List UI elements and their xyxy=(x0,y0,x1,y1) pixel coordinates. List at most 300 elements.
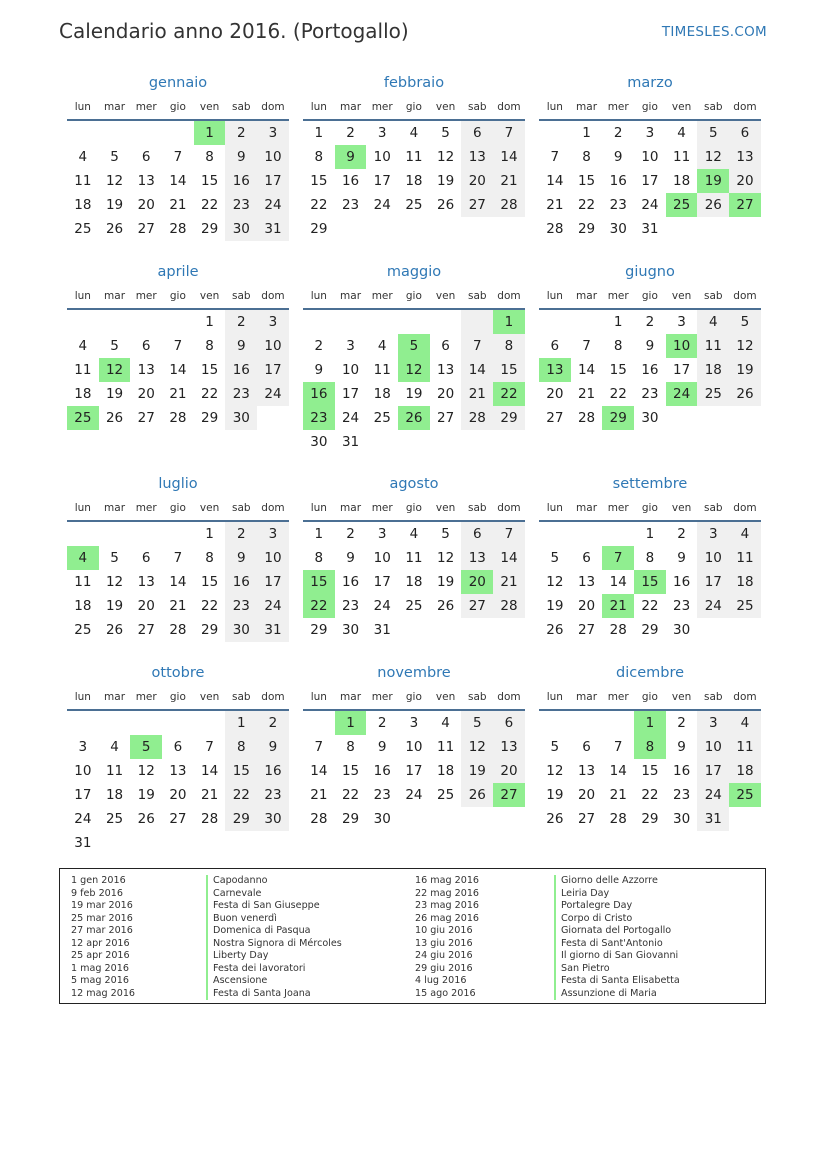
day-cell: 19 xyxy=(461,759,493,783)
weekday-header: mer xyxy=(366,685,398,711)
legend-date: 1 mag 2016 xyxy=(71,962,129,974)
day-cell: 3 xyxy=(377,526,387,542)
weekday-header: gio xyxy=(162,284,194,310)
legend-date: 23 mag 2016 xyxy=(415,900,480,911)
day-cell: 17 xyxy=(641,173,659,189)
day-cell: 29 xyxy=(225,807,257,831)
day-cell: 11 xyxy=(437,739,455,755)
day-cell: 4 xyxy=(677,125,686,141)
day-cell: 3 xyxy=(257,522,289,546)
holiday-day-cell: 27 xyxy=(729,193,761,217)
legend-date: 29 giu 2016 xyxy=(415,962,473,974)
day-cell: 28 xyxy=(201,811,219,827)
day-cell: 12 xyxy=(546,574,564,590)
empty-cell xyxy=(99,711,131,735)
day-cell: 24 xyxy=(697,594,729,618)
legend-holiday-name: San Pietro xyxy=(554,963,680,976)
weekday-header: sab xyxy=(697,685,729,711)
day-cell: 15 xyxy=(577,173,596,189)
weekday-header: mar xyxy=(99,685,131,711)
day-cell: 7 xyxy=(582,338,591,354)
day-cell: 6 xyxy=(582,739,591,755)
day-cell: 4 xyxy=(377,338,387,354)
day-cell: 21 xyxy=(461,382,493,406)
weekday-header: mer xyxy=(602,496,634,522)
day-cell: 18 xyxy=(405,574,423,590)
day-cell: 8 xyxy=(613,338,623,354)
weekday-header: mer xyxy=(130,496,162,522)
weekday-header: ven xyxy=(194,284,226,310)
day-cell: 4 xyxy=(409,526,419,542)
day-cell: 19 xyxy=(546,787,564,803)
day-cell: 15 xyxy=(201,362,219,378)
legend-holiday-name: Il giorno di San Giovanni xyxy=(554,950,680,963)
day-cell: 16 xyxy=(341,173,360,189)
day-cell: 3 xyxy=(257,310,289,334)
day-cell: 31 xyxy=(257,217,289,241)
day-cell: 16 xyxy=(641,362,659,378)
day-cell: 6 xyxy=(141,338,151,354)
day-cell: 26 xyxy=(546,622,564,638)
day-cell: 28 xyxy=(577,410,596,426)
day-cell: 8 xyxy=(645,550,655,566)
weekday-header: ven xyxy=(666,685,698,711)
day-cell: 5 xyxy=(110,550,119,566)
month-grid xyxy=(67,496,289,642)
weekday-header: sab xyxy=(697,496,729,522)
holiday-day-cell: 22 xyxy=(493,382,525,406)
day-cell: 4 xyxy=(78,338,88,354)
weekday-header: sab xyxy=(461,496,493,522)
day-cell: 6 xyxy=(493,711,525,735)
weekday-header: dom xyxy=(257,685,289,711)
day-cell: 5 xyxy=(110,338,119,354)
day-cell: 7 xyxy=(493,522,525,546)
day-cell: 30 xyxy=(225,406,257,430)
day-cell: 26 xyxy=(437,197,455,213)
holiday-day-cell: 20 xyxy=(461,570,493,594)
empty-cell xyxy=(162,711,194,735)
day-cell: 23 xyxy=(341,598,360,614)
day-cell: 16 xyxy=(673,574,691,590)
holiday-day-cell: 15 xyxy=(303,570,335,594)
day-cell: 23 xyxy=(641,386,659,402)
day-cell: 29 xyxy=(641,811,659,827)
day-cell: 8 xyxy=(205,338,214,354)
day-cell: 26 xyxy=(105,622,124,638)
legend-date: 1 gen 2016 xyxy=(71,875,126,886)
day-cell: 27 xyxy=(577,811,596,827)
day-cell: 29 xyxy=(310,221,328,237)
empty-cell xyxy=(430,310,462,334)
day-cell: 8 xyxy=(314,149,324,165)
day-cell: 28 xyxy=(609,811,627,827)
day-cell: 14 xyxy=(201,763,219,779)
weekday-header: ven xyxy=(194,95,226,121)
day-cell: 11 xyxy=(405,149,423,165)
day-cell: 8 xyxy=(205,550,214,566)
day-cell: 25 xyxy=(74,622,92,638)
weekday-header: mar xyxy=(571,685,603,711)
day-cell: 26 xyxy=(137,811,155,827)
day-cell: 10 xyxy=(697,546,729,570)
day-cell: 26 xyxy=(697,193,729,217)
month-grid xyxy=(303,284,525,454)
day-cell: 16 xyxy=(225,358,257,382)
day-cell: 30 xyxy=(257,807,289,831)
weekday-header: dom xyxy=(493,685,525,711)
day-cell: 18 xyxy=(74,598,92,614)
day-cell: 13 xyxy=(137,574,155,590)
day-cell: 7 xyxy=(550,149,560,165)
day-cell: 7 xyxy=(173,338,183,354)
weekday-header: dom xyxy=(493,284,525,310)
day-cell: 27 xyxy=(137,410,155,426)
day-cell: 23 xyxy=(225,594,257,618)
month-grid xyxy=(303,95,525,241)
weekday-header: gio xyxy=(398,95,430,121)
day-cell: 22 xyxy=(641,787,659,803)
day-cell: 25 xyxy=(105,811,124,827)
holiday-legend xyxy=(59,868,766,1004)
day-cell: 10 xyxy=(405,739,423,755)
weekday-header: sab xyxy=(697,284,729,310)
day-cell: 9 xyxy=(257,735,289,759)
holiday-day-cell: 1 xyxy=(194,121,226,145)
legend-date: 9 feb 2016 xyxy=(71,887,123,899)
empty-cell xyxy=(130,711,162,735)
holiday-day-cell: 4 xyxy=(67,546,99,570)
day-cell: 28 xyxy=(546,221,564,237)
day-cell: 19 xyxy=(105,197,124,213)
day-cell: 25 xyxy=(729,594,761,618)
day-cell: 16 xyxy=(609,173,627,189)
month-luglio xyxy=(67,472,289,642)
weekday-header: ven xyxy=(194,685,226,711)
day-cell: 2 xyxy=(225,121,257,145)
day-cell: 9 xyxy=(377,739,387,755)
empty-cell xyxy=(130,121,162,145)
legend-holiday-name: Liberty Day xyxy=(206,950,342,963)
day-cell: 11 xyxy=(74,173,92,189)
day-cell: 27 xyxy=(137,622,155,638)
day-cell: 26 xyxy=(461,783,493,807)
holiday-day-cell: 23 xyxy=(303,406,335,430)
weekday-header: sab xyxy=(461,685,493,711)
holiday-day-cell: 16 xyxy=(303,382,335,406)
weekday-header: gio xyxy=(634,496,666,522)
holiday-day-cell: 8 xyxy=(634,735,666,759)
day-cell: 2 xyxy=(225,522,257,546)
day-cell: 28 xyxy=(493,594,525,618)
day-cell: 13 xyxy=(137,362,155,378)
day-cell: 25 xyxy=(405,197,423,213)
weekday-header: lun xyxy=(539,284,571,310)
day-cell: 8 xyxy=(205,149,214,165)
day-cell: 3 xyxy=(697,711,729,735)
day-cell: 24 xyxy=(373,598,391,614)
day-cell: 30 xyxy=(673,811,691,827)
weekday-header: dom xyxy=(729,95,761,121)
day-cell: 11 xyxy=(697,334,729,358)
weekday-header: mar xyxy=(335,685,367,711)
weekday-header: sab xyxy=(461,95,493,121)
day-cell: 17 xyxy=(697,570,729,594)
day-cell: 11 xyxy=(74,362,92,378)
day-cell: 18 xyxy=(405,173,423,189)
day-cell: 15 xyxy=(310,173,328,189)
day-cell: 30 xyxy=(673,622,691,638)
weekday-header: dom xyxy=(257,95,289,121)
weekday-header: gio xyxy=(398,496,430,522)
holiday-day-cell: 27 xyxy=(493,783,525,807)
day-cell: 6 xyxy=(141,550,151,566)
day-cell: 12 xyxy=(437,550,455,566)
day-cell: 9 xyxy=(225,145,257,169)
month-grid xyxy=(303,496,525,642)
day-cell: 10 xyxy=(257,145,289,169)
legend-holiday-name: Assunzione di Maria xyxy=(554,988,680,1001)
legend-holiday-name: Buon venerdì xyxy=(206,913,342,926)
day-cell: 6 xyxy=(441,338,450,354)
day-cell: 12 xyxy=(546,763,564,779)
day-cell: 15 xyxy=(493,358,525,382)
weekday-header: mer xyxy=(602,685,634,711)
month-gennaio xyxy=(67,71,289,241)
day-cell: 9 xyxy=(225,546,257,570)
day-cell: 14 xyxy=(169,362,187,378)
day-cell: 29 xyxy=(201,622,219,638)
day-cell: 2 xyxy=(314,338,324,354)
day-cell: 9 xyxy=(314,362,324,378)
legend-holiday-name: Giornata del Portogallo xyxy=(554,925,680,938)
day-cell: 18 xyxy=(105,787,124,803)
empty-cell xyxy=(303,711,335,735)
day-cell: 22 xyxy=(577,197,596,213)
month-agosto xyxy=(303,472,525,642)
empty-cell xyxy=(67,121,99,145)
weekday-header: mar xyxy=(571,284,603,310)
month-name: ottobre xyxy=(151,665,205,681)
month-maggio xyxy=(303,260,525,454)
legend-holiday-name: Carnevale xyxy=(206,888,342,901)
weekday-header: gio xyxy=(634,95,666,121)
day-cell: 1 xyxy=(645,526,655,542)
weekday-header: mer xyxy=(602,95,634,121)
day-cell: 17 xyxy=(257,169,289,193)
day-cell: 5 xyxy=(110,149,119,165)
day-cell: 28 xyxy=(169,622,187,638)
month-name: novembre xyxy=(377,665,451,681)
day-cell: 13 xyxy=(461,546,493,570)
day-cell: 16 xyxy=(225,570,257,594)
legend-holiday-name: Festa dei lavoratori xyxy=(206,963,342,976)
day-cell: 14 xyxy=(169,173,187,189)
day-cell: 21 xyxy=(169,598,187,614)
holiday-day-cell: 24 xyxy=(666,382,698,406)
day-cell: 5 xyxy=(697,121,729,145)
month-name: giugno xyxy=(625,264,675,280)
month-grid xyxy=(67,284,289,430)
holiday-day-cell: 29 xyxy=(602,406,634,430)
day-cell: 4 xyxy=(441,715,450,731)
day-cell: 27 xyxy=(461,594,493,618)
day-cell: 1 xyxy=(205,526,214,542)
weekday-header: ven xyxy=(666,496,698,522)
weekday-header: lun xyxy=(303,685,335,711)
day-cell: 25 xyxy=(405,598,423,614)
day-cell: 26 xyxy=(105,410,124,426)
day-cell: 15 xyxy=(641,763,659,779)
day-cell: 13 xyxy=(577,763,596,779)
day-cell: 24 xyxy=(405,787,423,803)
day-cell: 25 xyxy=(697,382,729,406)
day-cell: 28 xyxy=(310,811,328,827)
day-cell: 27 xyxy=(577,622,596,638)
empty-cell xyxy=(366,310,398,334)
month-grid xyxy=(303,685,525,831)
day-cell: 20 xyxy=(169,787,187,803)
weekday-header: mar xyxy=(99,95,131,121)
day-cell: 5 xyxy=(550,550,560,566)
legend-date: 19 mar 2016 xyxy=(71,900,133,911)
weekday-header: mer xyxy=(602,284,634,310)
holiday-day-cell: 9 xyxy=(335,145,367,169)
month-giugno xyxy=(539,260,761,430)
day-cell: 30 xyxy=(341,622,360,638)
holiday-day-cell: 13 xyxy=(539,358,571,382)
legend-date: 24 giu 2016 xyxy=(415,950,473,961)
empty-cell xyxy=(162,310,194,334)
day-cell: 24 xyxy=(257,594,289,618)
day-cell: 3 xyxy=(697,522,729,546)
holiday-day-cell: 5 xyxy=(398,334,430,358)
day-cell: 10 xyxy=(257,334,289,358)
day-cell: 16 xyxy=(225,169,257,193)
day-cell: 26 xyxy=(105,221,124,237)
day-cell: 14 xyxy=(577,362,596,378)
holiday-day-cell: 19 xyxy=(697,169,729,193)
day-cell: 12 xyxy=(105,173,124,189)
day-cell: 15 xyxy=(341,763,360,779)
legend-date: 10 giu 2016 xyxy=(415,925,473,936)
day-cell: 14 xyxy=(461,358,493,382)
day-cell: 14 xyxy=(609,763,627,779)
weekday-header: dom xyxy=(257,496,289,522)
day-cell: 26 xyxy=(437,598,455,614)
day-cell: 22 xyxy=(609,386,627,402)
empty-cell xyxy=(539,711,571,735)
day-cell: 19 xyxy=(405,386,423,402)
day-cell: 3 xyxy=(677,314,686,330)
weekday-header: dom xyxy=(729,284,761,310)
day-cell: 21 xyxy=(546,197,564,213)
month-dicembre xyxy=(539,661,761,831)
holiday-day-cell: 12 xyxy=(99,358,131,382)
day-cell: 29 xyxy=(341,811,360,827)
weekday-header: mar xyxy=(571,496,603,522)
day-cell: 10 xyxy=(74,763,92,779)
month-name: dicembre xyxy=(615,665,685,681)
day-cell: 3 xyxy=(78,739,88,755)
day-cell: 11 xyxy=(405,550,423,566)
day-cell: 22 xyxy=(641,598,659,614)
legend-holiday-name: Corpo di Cristo xyxy=(554,913,680,926)
day-cell: 22 xyxy=(201,197,219,213)
day-cell: 13 xyxy=(437,362,455,378)
weekday-header: lun xyxy=(539,496,571,522)
weekday-header: mer xyxy=(366,95,398,121)
day-cell: 12 xyxy=(729,334,761,358)
day-cell: 7 xyxy=(493,121,525,145)
day-cell: 18 xyxy=(729,570,761,594)
day-cell: 29 xyxy=(201,410,219,426)
month-name: febbraio xyxy=(383,75,445,91)
weekday-header: mer xyxy=(366,496,398,522)
day-cell: 30 xyxy=(225,618,257,642)
day-cell: 31 xyxy=(373,622,391,638)
day-cell: 8 xyxy=(314,550,324,566)
weekday-header: sab xyxy=(225,95,257,121)
day-cell: 14 xyxy=(546,173,564,189)
day-cell: 25 xyxy=(74,221,92,237)
day-cell: 19 xyxy=(437,574,455,590)
day-cell: 7 xyxy=(613,739,623,755)
day-cell: 2 xyxy=(377,715,387,731)
holiday-day-cell: 1 xyxy=(493,310,525,334)
empty-cell xyxy=(162,522,194,546)
day-cell: 21 xyxy=(577,386,596,402)
day-cell: 4 xyxy=(110,739,119,755)
empty-cell xyxy=(303,310,335,334)
weekday-header: lun xyxy=(303,95,335,121)
day-cell: 17 xyxy=(373,574,391,590)
legend-dates-left xyxy=(71,875,135,1000)
day-cell: 1 xyxy=(205,314,214,330)
day-cell: 31 xyxy=(341,434,360,450)
day-cell: 2 xyxy=(677,715,686,731)
day-cell: 23 xyxy=(673,787,691,803)
weekday-header: ven xyxy=(666,284,698,310)
day-cell: 17 xyxy=(697,759,729,783)
day-cell: 16 xyxy=(673,763,691,779)
day-cell: 29 xyxy=(641,622,659,638)
day-cell: 17 xyxy=(405,763,423,779)
month-name: gennaio xyxy=(148,75,208,91)
month-grid xyxy=(539,284,761,430)
day-cell: 18 xyxy=(673,173,691,189)
empty-cell xyxy=(602,522,634,546)
day-cell: 20 xyxy=(137,197,155,213)
empty-cell xyxy=(539,310,571,334)
empty-cell xyxy=(571,522,603,546)
day-cell: 20 xyxy=(546,386,564,402)
day-cell: 24 xyxy=(341,410,360,426)
month-grid xyxy=(539,685,761,831)
brand-link[interactable]: TIMESLES.COM xyxy=(661,24,767,40)
month-settembre xyxy=(539,472,761,642)
weekday-header: lun xyxy=(67,496,99,522)
holiday-day-cell: 1 xyxy=(634,711,666,735)
day-cell: 13 xyxy=(577,574,596,590)
weekday-header: lun xyxy=(67,95,99,121)
day-cell: 21 xyxy=(609,787,627,803)
day-cell: 17 xyxy=(257,570,289,594)
legend-holiday-name: Capodanno xyxy=(206,875,342,888)
legend-date: 25 mar 2016 xyxy=(71,912,133,924)
legend-date: 5 mag 2016 xyxy=(71,975,129,986)
day-cell: 6 xyxy=(729,121,761,145)
